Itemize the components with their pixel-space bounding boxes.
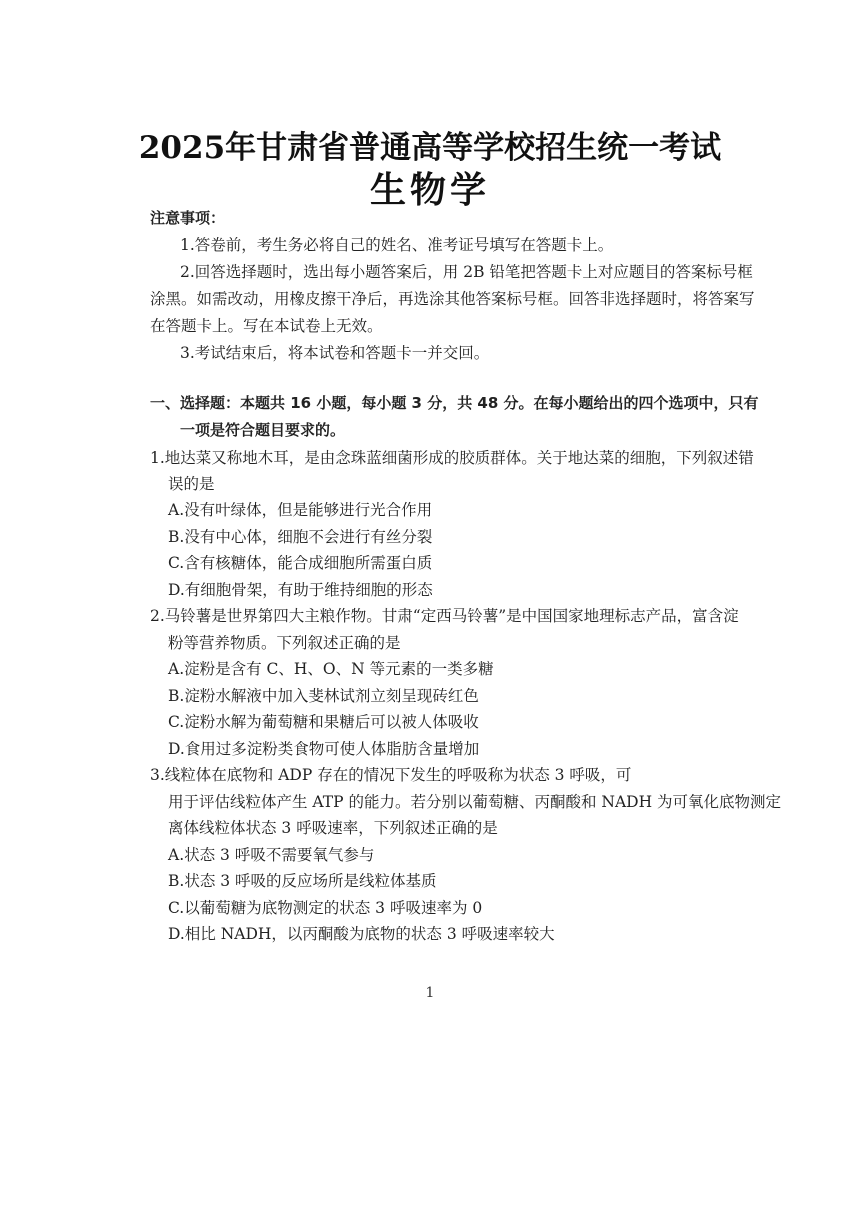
- section-heading-line-2: 一项是符合题目要求的。: [180, 421, 346, 439]
- question-3-stem-line-3: 离体线粒体状态 3 呼吸速率，下列叙述正确的是: [168, 819, 498, 837]
- section-heading-line-1: 一、选择题：本题共 16 小题，每小题 3 分，共 48 分。在每小题给出的四个选项中，只有: [150, 394, 759, 412]
- notice-item-2-line-2: 涂黑。如需改动，用橡皮擦干净后，再选涂其他答案标号框。回答非选择题时，将答案写: [150, 290, 755, 308]
- question-1-option-a: A.没有叶绿体，但是能够进行光合作用: [168, 501, 433, 519]
- question-2-option-a: A.淀粉是含有 C、H、O、N 等元素的一类多糖: [168, 660, 494, 678]
- notice-item-2-line-1: 2.回答选择题时，选出每小题答案后，用 2B 铅笔把答题卡上对应题目的答案标号框: [180, 263, 753, 281]
- question-3-option-d: D.相比 NADH，以丙酮酸为底物的状态 3 呼吸速率较大: [168, 925, 555, 943]
- question-1-option-d: D.有细胞骨架，有助于维持细胞的形态: [168, 581, 433, 599]
- notice-item-3: 3.考试结束后，将本试卷和答题卡一并交回。: [180, 344, 490, 362]
- question-2-option-d: D.食用过多淀粉类食物可使人体脂肪含量增加: [168, 740, 480, 758]
- exam-title: 2025年甘肃省普通高等学校招生统一考试: [138, 130, 722, 166]
- question-2-option-c: C.淀粉水解为葡萄糖和果糖后可以被人体吸收: [168, 713, 479, 731]
- question-2-option-b: B.淀粉水解液中加入斐林试剂立刻呈现砖红色: [168, 687, 479, 705]
- question-1-stem-line-2: 误的是: [168, 475, 215, 493]
- question-3-option-b: B.状态 3 呼吸的反应场所是线粒体基质: [168, 872, 437, 890]
- question-1-option-c: C.含有核糖体，能合成细胞所需蛋白质: [168, 554, 433, 572]
- question-2-stem-line-1: 2.马铃薯是世界第四大主粮作物。甘肃“定西马铃薯”是中国国家地理标志产品，富含淀: [150, 607, 739, 625]
- notice-item-2-line-3: 在答题卡上。写在本试卷上无效。: [150, 317, 383, 335]
- question-1-stem-line-1: 1.地达菜又称地木耳，是由念珠蓝细菌形成的胶质群体。关于地达菜的细胞，下列叙述错: [150, 449, 754, 467]
- question-3-stem-line-1: 3.线粒体在底物和 ADP 存在的情况下发生的呼吸称为状态 3 呼吸，可: [150, 766, 632, 784]
- question-3-option-a: A.状态 3 呼吸不需要氧气参与: [168, 846, 375, 864]
- notice-item-1: 1.答卷前，考生务必将自己的姓名、准考证号填写在答题卡上。: [180, 236, 614, 254]
- page-number: 1: [425, 985, 435, 1001]
- subject-title: 生物学: [369, 170, 490, 211]
- notice-heading: 注意事项：: [150, 209, 226, 227]
- question-3-stem-line-2: 用于评估线粒体产生 ATP 的能力。若分别以葡萄糖、丙酮酸和 NADH 为可氧化底物测定: [168, 793, 782, 811]
- question-1-option-b: B.没有中心体，细胞不会进行有丝分裂: [168, 528, 433, 546]
- question-2-stem-line-2: 粉等营养物质。下列叙述正确的是: [168, 634, 401, 652]
- question-3-option-c: C.以葡萄糖为底物测定的状态 3 呼吸速率为 0: [168, 899, 483, 917]
